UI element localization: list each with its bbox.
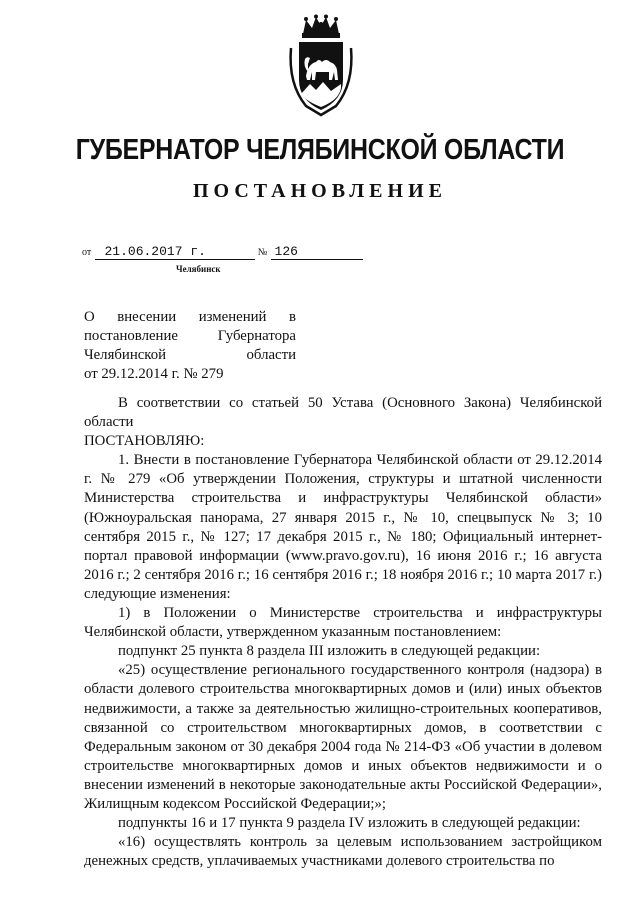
subject-line: постановление Губернатора [84,328,296,344]
subject-line: О внесении изменений в [84,309,296,325]
document-date: 21.06.2017 г. [95,244,255,260]
issuing-authority: ГУБЕРНАТОР ЧЕЛЯБИНСКОЙ ОБЛАСТИ [75,134,565,166]
paragraph-subitem: 1) в Положении о Министерстве строительства и инфраструктуры Челябинской области, утвержденном указанным постановлением: [84,605,602,641]
city-label: Челябинск [176,264,221,274]
document-body [84,394,602,871]
date-prefix: от [82,247,92,258]
coat-of-arms-icon [286,14,356,118]
paragraph-item-1: 1. Внести в постановление Губернатора Челябинской области от 29.12.2014 г. № 279 «Об утверждении Положения, структуры и штатной численности Министерства строительства и инфраструктуры Челябинской области» (Южноуральская панорама, 27 января 2015 г., № 10, спецвыпуск № 3; 10 сентября 2015 г., № 127; 17 декабря 2015 г., № 180; Официальный интернет-портал правовой информации (www.pravo.gov.ru), 16 июня 2016 г.; 16 августа 2016 г.; 2 сентября 2016 г.; 16 сентября 2016 г.; 18 ноября 2016 г.; 10 марта 2017 г.) следующие изменения: [84,452,602,602]
paragraph-subitem: подпункт 25 пункта 8 раздела III изложить в следующей редакции: [118,643,541,660]
document-type: ПОСТАНОВЛЕНИЕ [193,180,447,202]
paragraph-quote: «16) осуществлять контроль за целевым использованием застройщиком денежных средств, уплачиваемых участниками долевого строительства по [84,834,602,870]
paragraph-quote: «25) осуществление регионального государственного контроля (надзора) в области долевого строительства многоквартирных домов и (или) иных объектов недвижимости, а также за деятельностью жилищно-строительных кооперативов, связанной со строительством многоквартирных домов, в соответствии с Федеральным законом от 30 декабря 2004 года № 214-ФЗ «Об участии в долевом строительстве многоквартирных домов и иных объектов недвижимости и о внесении изменений в некоторые законодательные акты Российской Федерации», Жилищным кодексом Российской Федерации;»; [84,662,602,812]
subject-line: Челябинской области [84,347,296,363]
date-number-row [82,243,363,263]
document-number: 126 [271,244,363,260]
document-subject [84,308,296,384]
paragraph-decree: ПОСТАНОВЛЯЮ: [84,433,205,450]
paragraph-subitem: подпункты 16 и 17 пункта 9 раздела IV изложить в следующей редакции: [118,815,581,832]
subject-line: от 29.12.2014 г. № 279 [84,366,224,382]
paragraph-basis: В соответствии со статьей 50 Устава (Основного Закона) Челябинской области [84,395,602,431]
number-prefix: № [257,247,268,258]
